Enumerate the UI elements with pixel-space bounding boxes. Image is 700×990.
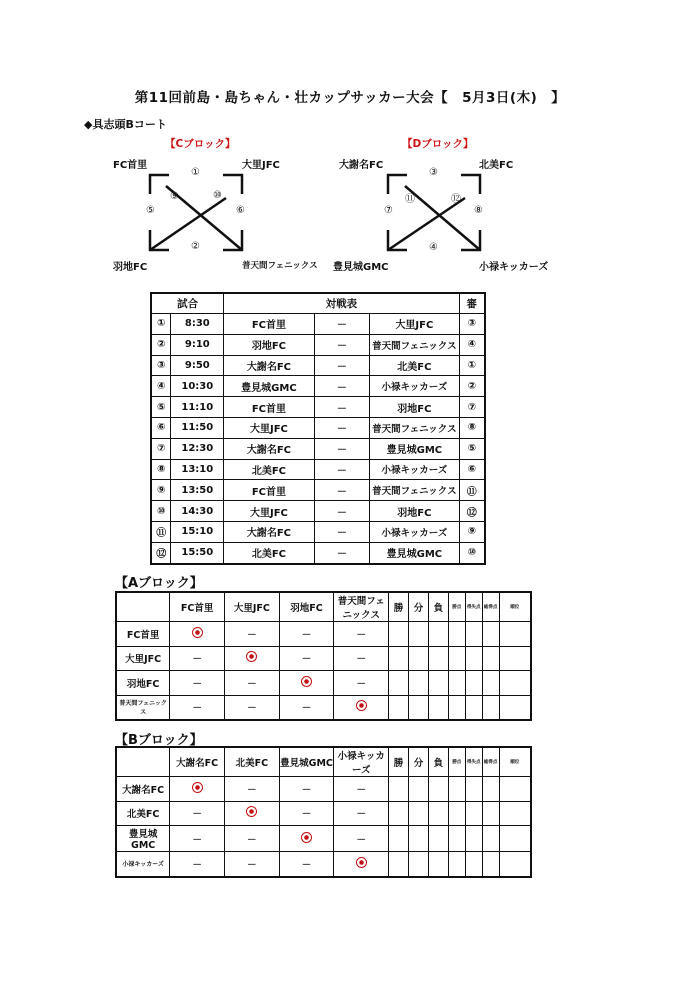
team-row-header: 羽地FC [116,671,170,696]
schedule-time: 12:30 [171,438,224,459]
result-cell: － [334,777,389,802]
schedule-away-team: 北美FC [370,355,459,376]
stat-cell [465,671,482,696]
result-cell: － [224,852,279,877]
schedule-home-team: 大謝名FC [224,355,314,376]
result-cell: － [170,852,225,877]
schedule-match-no: ④ [151,376,171,397]
stat-cell [389,852,409,877]
bracket-d-team-tl: 大謝名FC [339,160,384,171]
bracket-d-match-diag1: ⑪ [405,194,415,205]
stat-cell [448,826,465,852]
team-row-header: 北美FC [116,801,170,826]
stat-cell [482,801,499,826]
table-row [116,622,531,647]
schedule-home-team: 大里JFC [224,417,314,438]
schedule-home-team: FC首里 [224,397,314,418]
self-match-cell [170,777,225,802]
schedule-match-no: ① [151,314,171,335]
table-row [116,777,531,802]
result-cell: － [334,801,389,826]
team-column-header: 大謝名FC [170,747,225,777]
result-cell: － [224,671,279,696]
schedule-row [151,417,485,438]
schedule-time: 11:10 [171,397,224,418]
bracket-d-match-diag2: ⑫ [451,194,461,205]
schedule-home-team: FC首里 [224,314,314,335]
team-column-header: 北美FC [224,747,279,777]
bracket-c-corner-tr [223,175,242,194]
page-title: 第11回前島・島ちゃん・壮カップサッカー大会【 5月3日(木) 】 [134,90,566,106]
schedule-home-team: 北美FC [224,459,314,480]
schedule-away-team: 豊見城GMC [370,438,459,459]
schedule-referee: ⑥ [459,459,485,480]
schedule-home-team: 大里JFC [224,501,314,522]
schedule-away-team: 普天間フェニックス [370,334,459,355]
bracket-c-match-left: ⑤ [146,205,155,216]
result-cell: － [334,826,389,852]
bracket-c-title: 【Cブロック】 [165,138,236,150]
team-column-header: 大里JFC [224,592,279,622]
schedule-away-team: 大里JFC [370,314,459,335]
stat-cell [409,695,429,720]
schedule-referee: ⑨ [459,521,485,542]
schedule-away-team: 羽地FC [370,397,459,418]
team-column-header: 普天間フェニックス [334,592,389,622]
bracket-c-team-br: 普天間フェニックス [242,261,318,271]
schedule-vs: － [314,355,370,376]
result-cell: － [170,826,225,852]
schedule-away-team: 小禄キッカーズ [370,376,459,397]
stat-cell [499,695,531,720]
block-b-header-row [116,747,531,777]
stat-cell [482,646,499,671]
schedule-home-team: 北美FC [224,542,314,563]
self-match-cell [334,852,389,877]
bracket-d-match-bottom: ④ [429,242,438,253]
schedule-row [151,459,485,480]
stat-cell [428,852,448,877]
schedule-away-team: 普天間フェニックス [370,480,459,501]
schedule-table [150,292,486,565]
schedule-vs: － [314,438,370,459]
schedule-time: 8:30 [171,314,224,335]
stat-cell [428,695,448,720]
bracket-c-match-right: ⑥ [236,205,245,216]
soccer-ball-icon [356,857,367,868]
bracket-c-diag-tl-br [166,186,242,250]
team-row-header: FC首里 [116,622,170,647]
soccer-ball-icon [246,651,257,662]
schedule-vs: － [314,417,370,438]
stat-column-header: 負 [428,747,448,777]
corner-cell [116,747,170,777]
schedule-match-no: ③ [151,355,171,376]
stat-cell [499,852,531,877]
stat-column-header: 得失点 [465,592,482,622]
schedule-match-no: ⑧ [151,459,171,480]
bracket-c-match-bottom: ② [191,241,200,252]
bracket-c-corner-tl [150,175,169,194]
schedule-vs: － [314,480,370,501]
soccer-ball-icon [301,676,312,687]
corner-cell [116,592,170,622]
result-cell: － [224,622,279,647]
schedule-match-no: ⑩ [151,501,171,522]
bracket-c-match-diag1: ⑨ [170,191,179,202]
stat-cell [499,671,531,696]
schedule-match-no: ⑫ [151,542,171,563]
schedule-away-team: 豊見城GMC [370,542,459,563]
soccer-ball-icon [246,806,257,817]
self-match-cell [224,801,279,826]
block-b-table [115,746,532,878]
stat-cell [499,801,531,826]
stat-cell [465,695,482,720]
schedule-time: 11:50 [171,417,224,438]
schedule-match-no: ⑪ [151,521,171,542]
team-column-header: 豊見城GMC [279,747,334,777]
schedule-time: 15:10 [171,521,224,542]
stat-cell [428,777,448,802]
stat-cell [409,646,429,671]
stat-cell [409,777,429,802]
stat-cell [448,777,465,802]
stat-cell [482,777,499,802]
stat-cell [465,826,482,852]
block-b-title: 【Bブロック】 [115,733,203,748]
schedule-header-match: 試合 [151,293,224,314]
stat-cell [465,777,482,802]
stat-column-header: 順位 [499,747,531,777]
schedule-vs: － [314,542,370,563]
soccer-ball-icon [301,832,312,843]
stat-column-header: 勝点 [448,747,465,777]
schedule-header-fixture: 対戦表 [224,293,459,314]
bracket-c-match-top: ① [191,167,200,178]
bracket-lines [0,0,700,300]
result-cell: － [170,646,225,671]
stat-cell [482,671,499,696]
result-cell: － [334,622,389,647]
stat-cell [448,801,465,826]
stat-column-header: 勝 [389,592,409,622]
result-cell: － [334,646,389,671]
schedule-row [151,480,485,501]
schedule-time: 9:50 [171,355,224,376]
schedule-row [151,542,485,563]
result-cell: － [170,695,225,720]
table-row [116,852,531,877]
result-cell: － [170,801,225,826]
block-a-table [115,591,532,721]
stat-cell [448,695,465,720]
schedule-row [151,376,485,397]
bracket-c-team-tr: 大里JFC [242,160,280,171]
bracket-d-team-br: 小禄キッカーズ [479,262,549,273]
schedule-away-team: 羽地FC [370,501,459,522]
schedule-referee: ⑪ [459,480,485,501]
block-a-title: 【Aブロック】 [115,576,203,591]
schedule-row [151,314,485,335]
result-cell: － [279,777,334,802]
schedule-vs: － [314,501,370,522]
stat-cell [499,826,531,852]
result-cell: － [224,777,279,802]
stat-cell [499,646,531,671]
stat-cell [409,622,429,647]
stat-column-header: 負 [428,592,448,622]
result-cell: － [279,695,334,720]
schedule-referee: ⑧ [459,417,485,438]
stat-cell [409,801,429,826]
result-cell: － [334,671,389,696]
stat-column-header: 分 [409,592,429,622]
soccer-ball-icon [192,627,203,638]
schedule-away-team: 小禄キッカーズ [370,459,459,480]
schedule-home-team: FC首里 [224,480,314,501]
schedule-referee: ⑩ [459,542,485,563]
result-cell: － [170,671,225,696]
bracket-d-team-tr: 北美FC [479,160,514,171]
schedule-row [151,521,485,542]
team-row-header: 大謝名FC [116,777,170,802]
stat-cell [428,646,448,671]
stat-cell [428,801,448,826]
stat-cell [389,695,409,720]
bracket-d-match-left: ⑦ [384,205,393,216]
stat-column-header: 得失点 [465,747,482,777]
schedule-time: 10:30 [171,376,224,397]
table-row [116,801,531,826]
stat-cell [448,852,465,877]
bracket-d-diag-tl-br [405,186,480,250]
table-row [116,671,531,696]
bracket-d-corner-tr [461,175,480,194]
stat-cell [389,646,409,671]
stat-cell [389,777,409,802]
table-row [116,826,531,852]
schedule-header-referee: 審 [459,293,485,314]
bracket-c-team-tl: FC首里 [113,160,148,171]
schedule-home-team: 大謝名FC [224,438,314,459]
bracket-d-corner-tl [388,175,407,194]
schedule-referee: ⑦ [459,397,485,418]
stat-column-header: 順位 [499,592,531,622]
stat-cell [482,826,499,852]
schedule-match-no: ⑥ [151,417,171,438]
soccer-ball-icon [356,700,367,711]
schedule-vs: － [314,521,370,542]
schedule-time: 13:50 [171,480,224,501]
bracket-c-match-diag2: ⑩ [213,190,222,201]
stat-cell [428,826,448,852]
result-cell: － [224,826,279,852]
schedule-time: 13:10 [171,459,224,480]
stat-cell [409,826,429,852]
schedule-match-no: ② [151,334,171,355]
schedule-time: 15:50 [171,542,224,563]
schedule-row [151,397,485,418]
stat-cell [482,695,499,720]
stat-cell [499,777,531,802]
schedule-time: 9:10 [171,334,224,355]
team-column-header: 羽地FC [279,592,334,622]
venue-label: ◆具志頭Bコート [84,118,167,131]
schedule-vs: － [314,459,370,480]
table-row [116,646,531,671]
team-row-header: 普天間フェニックス [116,695,170,720]
result-cell: － [279,646,334,671]
team-column-header: FC首里 [170,592,225,622]
stat-column-header: 総得点 [482,592,499,622]
schedule-referee: ④ [459,334,485,355]
result-cell: － [224,695,279,720]
schedule-referee: ⑫ [459,501,485,522]
result-cell: － [279,852,334,877]
schedule-time: 14:30 [171,501,224,522]
schedule-row [151,438,485,459]
stat-cell [428,671,448,696]
result-cell: － [279,801,334,826]
schedule-referee: ② [459,376,485,397]
schedule-header-row [151,293,485,314]
stat-cell [389,826,409,852]
team-row-header: 大里JFC [116,646,170,671]
block-a-header-row [116,592,531,622]
schedule-match-no: ⑦ [151,438,171,459]
stat-cell [465,646,482,671]
schedule-vs: － [314,334,370,355]
stat-cell [448,646,465,671]
team-column-header: 小禄キッカーズ [334,747,389,777]
stat-column-header: 勝点 [448,592,465,622]
table-row [116,695,531,720]
schedule-referee: ③ [459,314,485,335]
stat-cell [499,622,531,647]
result-cell: － [279,622,334,647]
bracket-d-match-top: ③ [429,167,438,178]
schedule-referee: ① [459,355,485,376]
self-match-cell [334,695,389,720]
soccer-ball-icon [192,782,203,793]
schedule-vs: － [314,397,370,418]
self-match-cell [224,646,279,671]
team-row-header: 豊見城GMC [116,826,170,852]
schedule-referee: ⑤ [459,438,485,459]
schedule-away-team: 普天間フェニックス [370,417,459,438]
self-match-cell [279,826,334,852]
schedule-home-team: 大謝名FC [224,521,314,542]
self-match-cell [279,671,334,696]
schedule-vs: － [314,314,370,335]
stat-cell [482,622,499,647]
stat-cell [482,852,499,877]
schedule-home-team: 豊見城GMC [224,376,314,397]
self-match-cell [170,622,225,647]
bracket-d-team-bl: 豊見城GMC [333,262,389,273]
schedule-row [151,501,485,522]
stat-column-header: 勝 [389,747,409,777]
schedule-row [151,334,485,355]
bracket-c-team-bl: 羽地FC [113,262,148,273]
schedule-vs: － [314,376,370,397]
schedule-home-team: 羽地FC [224,334,314,355]
stat-column-header: 総得点 [482,747,499,777]
schedule-away-team: 小禄キッカーズ [370,521,459,542]
bracket-d-title: 【Dブロック】 [402,138,474,150]
schedule-match-no: ⑤ [151,397,171,418]
stat-cell [409,671,429,696]
stat-column-header: 分 [409,747,429,777]
stat-cell [465,622,482,647]
schedule-row [151,355,485,376]
stat-cell [448,671,465,696]
stat-cell [409,852,429,877]
stat-cell [389,671,409,696]
stat-cell [465,801,482,826]
stat-cell [389,801,409,826]
stat-cell [389,622,409,647]
stat-cell [465,852,482,877]
schedule-match-no: ⑨ [151,480,171,501]
team-row-header: 小禄キッカーズ [116,852,170,877]
stat-cell [428,622,448,647]
bracket-d-match-right: ⑧ [474,205,483,216]
stat-cell [448,622,465,647]
